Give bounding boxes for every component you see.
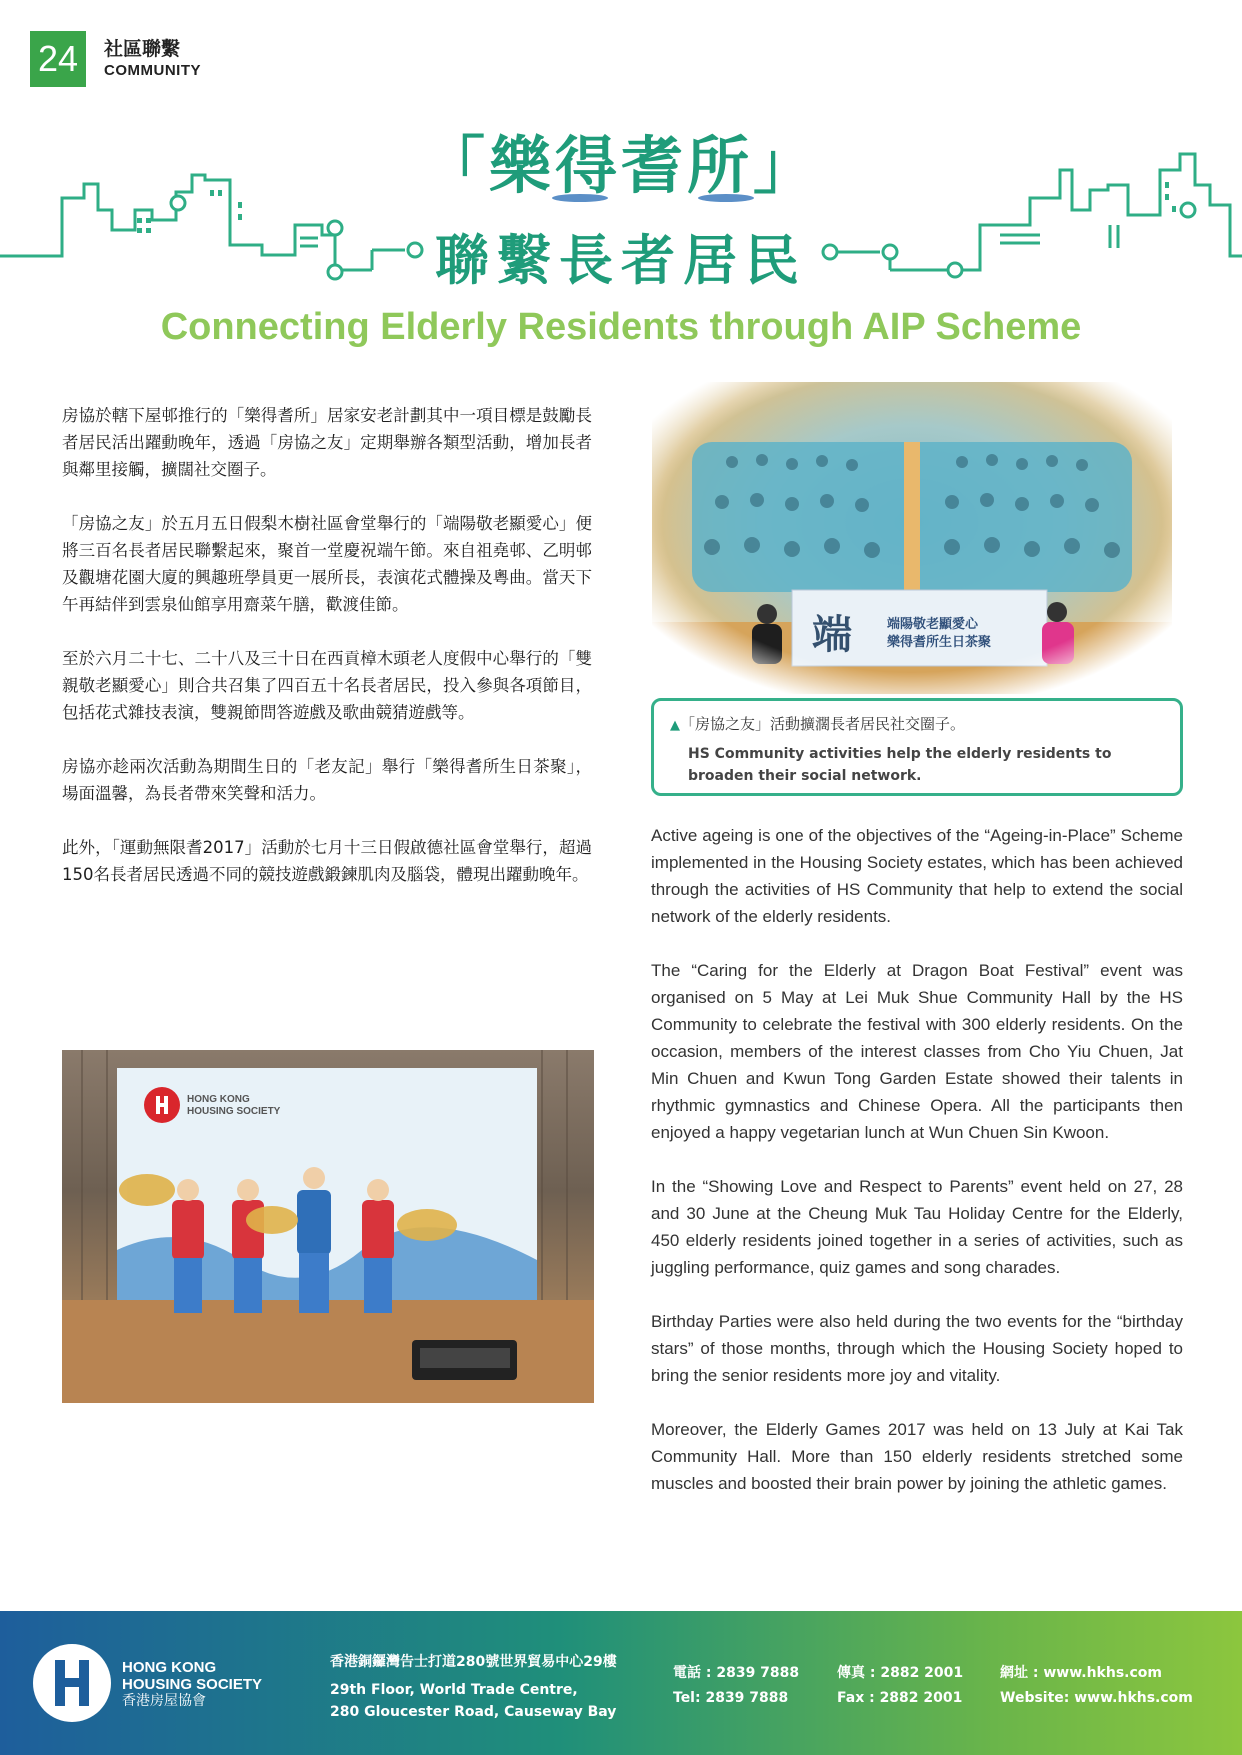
footer-address: 香港銅鑼灣告士打道280號世界貿易中心29樓 29th Floor, World Trade Centre, 280 Gloucester Road, Causeway Bay [330,1654,617,1720]
group-photo [652,382,1172,694]
section-title-zh: 社區聯繫 [104,38,181,60]
caption-zh: 「房協之友」活動擴濶長者居民社交圈子。 [680,715,966,733]
zh-paragraph: 至於六月二十七、二十八及三十日在西貢樟木頭老人度假中心舉行的「雙親敬老顯愛心」則合共召集了四百五十名長者居民，投入參與各項節目，包括花式雜技表演，雙親節問答遊戲及歌曲競猜遊戲等。 [62,649,592,722]
title-zh-line1: 「樂得耆所」 [422,129,819,202]
footer-phone: 電話 : 2839 7888 Tel: 2839 7888 [673,1665,800,1706]
en-body [651,822,1183,1524]
stage-banner-org2: HOUSING SOCIETY [187,1106,281,1117]
zh-paragraph: 此外，「運動無限耆2017」活動於七月十三日假啟德社區會堂舉行，超過150名長者居民透過不同的競技遊戲鍛鍊肌肉及腦袋，體現出躍動晚年。 [62,838,592,884]
photo-caption [651,698,1183,796]
zh-paragraph: 房協於轄下屋邨推行的「樂得耆所」居家安老計劃其中一項目標是鼓勵長者居民活出躍動晚年，透過「房協之友」定期舉辦各類型活動，增加長者與鄰里接觸，擴闊社交圈子。 [62,406,592,479]
zh-paragraph: 「房協之友」於五月五日假梨木樹社區會堂舉行的「端陽敬老顯愛心」便將三百名長者居民聯繫起來，聚首一堂慶祝端午節。來自祖堯邨、乙明邨及觀塘花園大廈的興趣班學員更一展所長，表演花式體操及粵曲。當天下午再結伴到雲泉仙館享用齋菜午膳，歡渡佳節。 [62,514,592,614]
en-paragraph: The “Caring for the Elderly at Dragon Boat Festival” event was organised on 5 May at Lei Muk Shue Community Hall by the HS Community to celebrate the festival with 300 elderly residents. On the occasion, members of the interest classes from Cho Yiu Chuen, Jat Min Chuen and Kwun Tong Garden Estate showed their talents in rhythmic gymnastics and Chinese Opera. All the participants then enjoyed a happy vegetarian lunch at Wun Chuen Sin Kwoon. [651,961,1183,1142]
page-number: 24 [30,31,86,87]
stage-photo-illustration [62,1050,594,1403]
footer-website[interactable]: 網址 : www.hkhs.com Website: www.hkhs.com [1000,1665,1193,1706]
en-paragraph: In the “Showing Love and Respect to Parents” event held on 27, 28 and 30 June at the Cheung Muk Tau Holiday Centre for the Elderly, 450 elderly residents joined together in a series of activities, such as juggling performance, quiz games and song charades. [651,1177,1183,1277]
caption-en: HS Community activities help the elderly residents to broaden their social network. [688,746,1112,784]
triangle-up-icon: ▲ [670,718,680,733]
zh-body [62,402,592,915]
hkhs-logo-icon [33,1644,111,1722]
title-en: Connecting Elderly Residents through AIP Scheme [160,306,1082,348]
footer [0,1611,1242,1755]
en-paragraph: Moreover, the Elderly Games 2017 was held on 13 July at Kai Tak Community Hall. More than 150 elderly residents stretched some muscles and boosted their brain power by joining the athletic games. [651,1420,1183,1493]
stage-banner-org1: HONG KONG [187,1094,250,1105]
stage-photo [62,1050,594,1403]
section-title-en: COMMUNITY [104,62,201,79]
group-photo-illustration [652,382,1172,694]
en-paragraph: Birthday Parties were also held during the two events for the “birthday stars” of those months, through which the Housing Society hoped to bring the senior residents more joy and vitality. [651,1312,1183,1385]
title-zh-line2: 聯繫長者居民 [435,229,807,292]
en-paragraph: Active ageing is one of the objectives of the “Ageing-in-Place” Scheme implemented in the Housing Society estates, which has been achieved through the activities of HS Community that help to extend the social network of the elderly residents. [651,826,1183,926]
footer-org-name: HONG KONG HOUSING SOCIETY 香港房屋協會 [122,1659,263,1709]
zh-paragraph: 房協亦趁兩次活動為期間生日的「老友記」舉行「樂得耆所生日茶聚」，場面溫馨，為長者帶來笑聲和活力。 [62,757,592,803]
footer-fax: 傳真 : 2882 2001 Fax : 2882 2001 [837,1665,964,1706]
